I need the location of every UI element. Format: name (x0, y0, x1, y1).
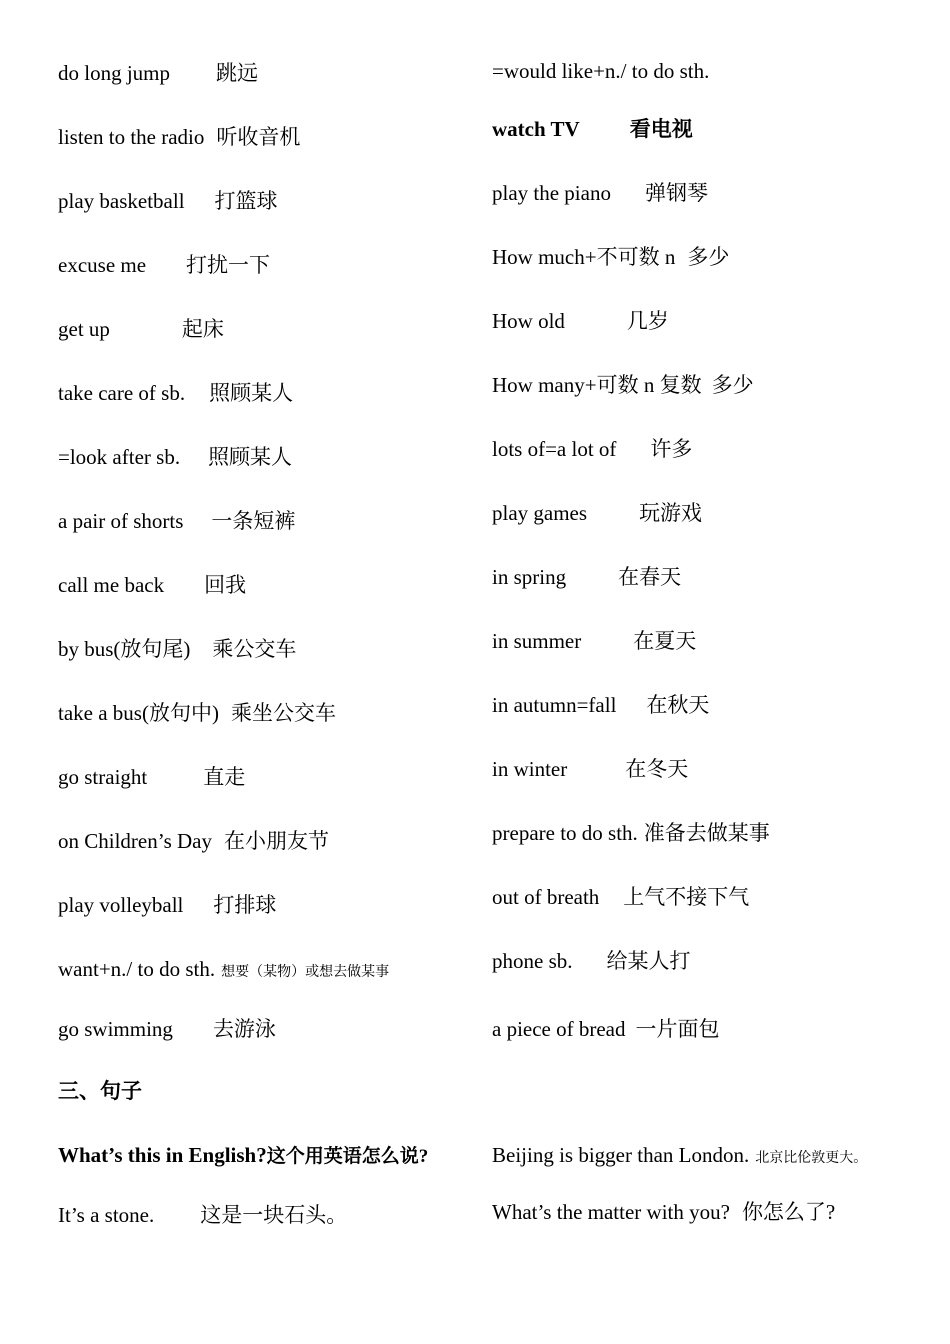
vocab-english: a pair of shorts (58, 509, 184, 533)
vocab-row (492, 884, 749, 910)
vocab-row (492, 820, 770, 846)
vocab-chinese: 看电视 (629, 117, 693, 141)
vocab-row (58, 572, 246, 598)
vocab-row (492, 500, 702, 526)
vocab-chinese: 跳远 (216, 61, 259, 85)
vocab-row (492, 628, 696, 654)
vocab-english: go swimming (58, 1017, 173, 1041)
section-heading: 三、句子 (58, 1079, 142, 1103)
vocab-chinese: 打扰一下 (186, 253, 271, 277)
vocab-chinese: 许多 (650, 437, 693, 461)
vocab-chinese: 一条短裤 (211, 509, 296, 533)
sentence-english: What’s this in English? (58, 1143, 267, 1167)
vocab-row (58, 60, 258, 86)
vocab-row (58, 636, 296, 662)
vocab-english: phone sb. (492, 949, 573, 973)
vocab-chinese: 在春天 (618, 565, 682, 589)
sentence-english: Beijing is bigger than London. (492, 1143, 750, 1167)
vocab-chinese: 想要（某物）或想去做某事 (221, 965, 390, 980)
vocab-chinese: 在冬天 (625, 757, 689, 781)
vocab-english: play volleyball (58, 893, 184, 917)
vocab-row (58, 188, 278, 214)
vocab-chinese: 准备去做某事 (643, 821, 770, 845)
vocab-english: =would like+n./ to do sth. (492, 59, 710, 83)
vocab-english: in summer (492, 629, 582, 653)
vocab-english: go straight (58, 765, 148, 789)
vocab-english: by bus(放句尾) (58, 637, 191, 661)
vocab-row (58, 380, 293, 406)
vocab-chinese: 照顾某人 (208, 445, 293, 469)
vocab-row (492, 692, 709, 718)
vocab-english: in spring (492, 565, 567, 589)
vocab-chinese: 乘公交车 (212, 637, 297, 661)
vocab-chinese: 打篮球 (214, 189, 278, 213)
vocab-row (492, 372, 754, 398)
vocab-row (492, 308, 669, 334)
vocab-row (492, 948, 691, 974)
vocab-chinese: 回我 (204, 573, 247, 597)
sentence-row (58, 1202, 347, 1228)
vocab-chinese: 给某人打 (606, 949, 691, 973)
vocab-row (492, 1016, 720, 1042)
vocab-english: play basketball (58, 189, 185, 213)
vocab-chinese: 在小朋友节 (223, 829, 329, 853)
vocab-chinese: 在夏天 (633, 629, 697, 653)
sentence-chinese: 北京比伦敦更大。 (755, 1151, 868, 1166)
vocab-english: excuse me (58, 253, 147, 277)
vocab-chinese: 起床 (181, 317, 224, 341)
vocab-chinese: 照顾某人 (209, 381, 294, 405)
vocab-row (492, 116, 693, 142)
vocab-row (58, 124, 300, 150)
vocab-row (58, 828, 329, 854)
vocab-english: in winter (492, 757, 568, 781)
vocab-english: want+n./ to do sth. (58, 957, 216, 981)
vocab-chinese: 直走 (203, 765, 246, 789)
vocab-english: How many+可数 n 复数 (492, 373, 702, 397)
vocab-english: in autumn=fall (492, 693, 617, 717)
sentence-row (58, 1142, 428, 1170)
vocab-english: How much+不可数 n (492, 245, 676, 269)
vocab-english: take a bus(放句中) (58, 701, 219, 725)
vocab-row (58, 700, 336, 726)
vocab-row (492, 564, 681, 590)
vocab-english: a piece of bread (492, 1017, 626, 1041)
sentence-row (492, 1199, 835, 1225)
vocab-row (492, 436, 692, 462)
vocab-row (58, 444, 292, 470)
vocab-chinese: 几岁 (626, 309, 669, 333)
vocab-english: listen to the radio (58, 125, 205, 149)
sentence-row (492, 1142, 867, 1172)
vocab-english: get up (58, 317, 110, 341)
vocab-chinese: 多少 (711, 373, 754, 397)
vocab-english: How old (492, 309, 565, 333)
vocab-english: do long jump (58, 61, 171, 85)
sentence-chinese: 这个用英语怎么说? (266, 1146, 429, 1167)
vocab-english: on Children’s Day (58, 829, 212, 853)
vocab-row (492, 756, 688, 782)
sentence-chinese: 这是一块石头。 (200, 1203, 348, 1227)
vocab-chinese: 乘坐公交车 (230, 701, 336, 725)
vocab-chinese: 一片面包 (635, 1017, 720, 1041)
vocab-row (58, 252, 270, 278)
vocab-chinese: 去游泳 (212, 1017, 276, 1041)
vocab-row (58, 1016, 276, 1042)
vocab-english: take care of sb. (58, 381, 186, 405)
vocab-english: call me back (58, 573, 165, 597)
vocab-chinese: 在秋天 (646, 693, 710, 717)
vocab-row (58, 316, 224, 342)
vocab-english: watch TV (492, 117, 580, 141)
sentence-chinese: 你怎么了? (741, 1200, 836, 1224)
vocab-english: play the piano (492, 181, 611, 205)
vocab-english: prepare to do sth. (492, 821, 638, 845)
vocab-row (58, 508, 295, 534)
vocab-row (492, 58, 709, 84)
vocab-chinese: 上气不接下气 (623, 885, 750, 909)
vocab-row (58, 764, 245, 790)
sentence-english: It’s a stone. (58, 1203, 155, 1227)
vocab-chinese: 听收音机 (216, 125, 301, 149)
vocab-chinese: 弹钢琴 (644, 181, 708, 205)
vocab-chinese: 玩游戏 (639, 501, 703, 525)
vocab-chinese: 多少 (687, 245, 730, 269)
vocab-row (58, 892, 276, 918)
vocab-row (492, 180, 708, 206)
vocab-english: lots of=a lot of (492, 437, 617, 461)
vocab-english: =look after sb. (58, 445, 181, 469)
vocab-row (58, 956, 389, 986)
vocab-chinese: 打排球 (213, 893, 277, 917)
vocab-english: out of breath (492, 885, 600, 909)
vocab-english: play games (492, 501, 588, 525)
vocab-row (492, 244, 729, 270)
sentence-english: What’s the matter with you? (492, 1200, 730, 1224)
